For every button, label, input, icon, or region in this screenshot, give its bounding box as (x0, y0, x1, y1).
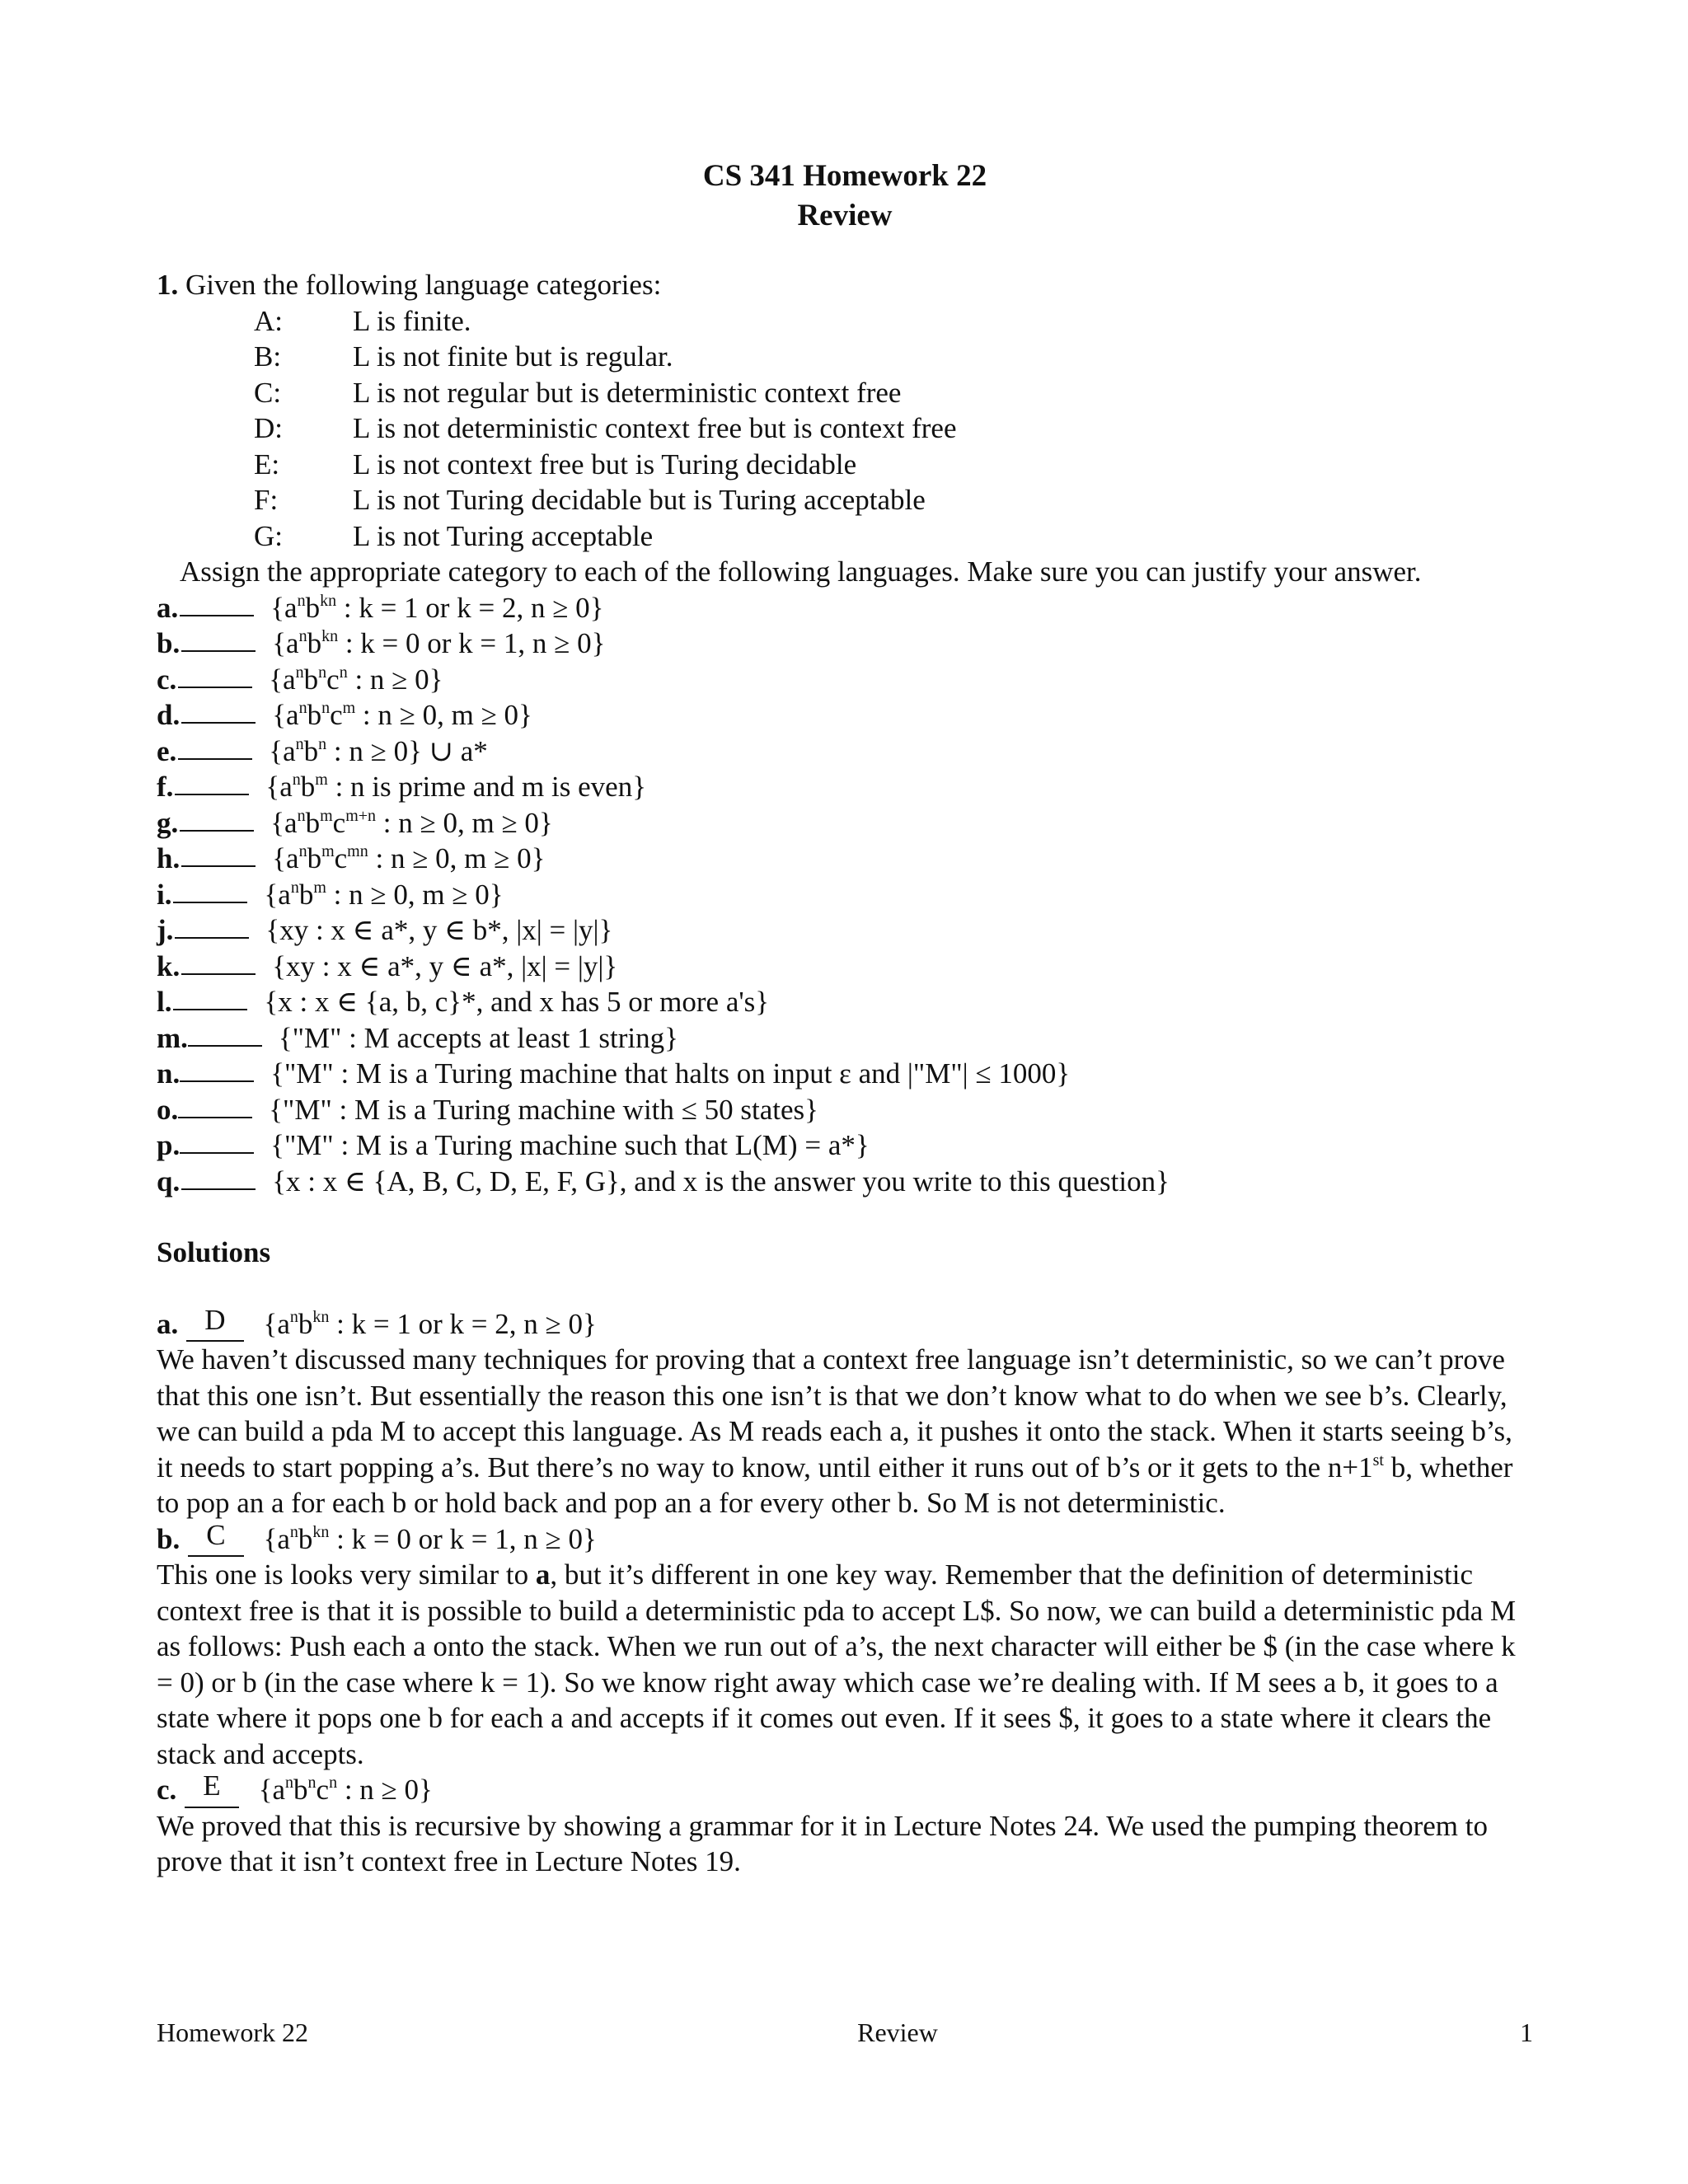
item-label: g. (157, 806, 179, 839)
solution-c (157, 1769, 1533, 1880)
solution-a-header (157, 1303, 1533, 1343)
item-label: c. (157, 663, 177, 696)
answer-blank[interactable] (181, 949, 256, 975)
answer-blank[interactable] (181, 841, 256, 867)
language-item-k (157, 949, 1533, 985)
category-letter: C: (254, 376, 282, 409)
item-label: m. (157, 1021, 188, 1054)
category-text: L is not finite but is regular. (353, 340, 673, 373)
item-label: i. (157, 878, 172, 911)
answer-blank[interactable] (173, 984, 247, 1010)
language-item-o (157, 1092, 1533, 1128)
language-item-b (157, 626, 1533, 662)
language-item-j (157, 912, 1533, 949)
language-item-a (157, 590, 1533, 626)
item-label: c. (157, 1774, 177, 1806)
item-expression: {$a^nb^nc^n$ : n ≥ 0} (258, 1774, 433, 1806)
answer-blank[interactable] (180, 1056, 254, 1082)
item-label: a. (157, 591, 179, 624)
language-item-d (157, 697, 1533, 733)
category-letter: B: (254, 340, 282, 373)
footer-center: Review (857, 2018, 938, 2047)
language-item-n (157, 1056, 1533, 1092)
item-expression: {"M" : M accepts at least 1 string} (278, 1021, 678, 1054)
solution-a-explanation: We haven’t discussed many techniques for proving that a context free language isn’t deterministic, so we can’t prove that this one isn’t. But essentially the reason this one isn’t is that we don’t know what to do when we see b’s. Clearly, we can build a pda M to accept this language. As M reads each a, it pushes it onto the stack. When it starts seeing b’s, it needs to start popping a’s. But there’s no way to know, until either it runs out of b’s or it gets to the n+1st b, whether to pop an a for each b or hold back and pop an a for every other b. So M is not deterministic. (157, 1343, 1513, 1519)
item-expression: {$a^nb^{kn}$ : k = 0 or k = 1, n ≥ 0} (272, 627, 606, 659)
answer-blank[interactable] (180, 1127, 254, 1154)
page-number: 1 (1520, 2018, 1533, 2047)
category-item (157, 303, 1533, 340)
category-text: L is not context free but is Turing decidable (353, 448, 857, 480)
language-item-c (157, 662, 1533, 698)
category-text: L is not deterministic context free but is context free (353, 412, 957, 444)
item-expression: {xy : x ∈ a*, y ∈ a*, |x| = |y|} (272, 949, 618, 982)
answer-blank[interactable] (178, 733, 252, 760)
category-letter: F: (254, 484, 279, 516)
answer-blank[interactable] (178, 1092, 252, 1118)
question-number: 1. (157, 269, 179, 301)
assign-instructions: Assign the appropriate category to each of the following languages. Make sure you can justify your answer. (180, 555, 1422, 588)
item-expression: {x : x ∈ {A, B, C, D, E, F, G}, and x is the answer you write to this question} (272, 1165, 1170, 1197)
item-label: q. (157, 1165, 181, 1197)
item-expression: {$a^nb^m$ : n is prime and m is even} (265, 771, 646, 803)
category-text: L is finite. (353, 304, 471, 337)
item-label: n. (157, 1057, 181, 1090)
solution-b (157, 1518, 1533, 1773)
category-letter: A: (254, 304, 283, 337)
solution-c-explanation: We proved that this is recursive by showing a grammar for it in Lecture Notes 24. We used the pumping theorem to prove that it isn’t context free in Lecture Notes 19. (157, 1809, 1488, 1877)
item-expression: {$a^nb^nc^n$ : n ≥ 0} (269, 663, 443, 696)
solution-a (157, 1303, 1533, 1521)
answer-blank[interactable] (181, 1164, 256, 1190)
language-item-l (157, 984, 1533, 1020)
answer-blank[interactable] (181, 697, 256, 724)
item-label: e. (157, 734, 177, 767)
category-item (157, 482, 1533, 518)
category-item (157, 518, 1533, 555)
category-letter: D: (254, 412, 283, 444)
category-text: L is not Turing acceptable (353, 519, 654, 552)
item-expression: {xy : x ∈ a*, y ∈ b*, |x| = |y|} (265, 914, 613, 946)
category-item (157, 447, 1533, 483)
language-item-m (157, 1020, 1533, 1057)
footer-left: Homework 22 (157, 2018, 308, 2047)
category-item (157, 339, 1533, 375)
item-expression: {$a^nb^{kn}$ : k = 1 or k = 2, n ≥ 0} (270, 591, 604, 624)
item-expression: {x : x ∈ {a, b, c}*, and x has 5 or more a's} (264, 986, 770, 1018)
category-list (157, 303, 1533, 555)
answer-blank[interactable] (178, 662, 252, 688)
language-item-q (157, 1164, 1533, 1200)
language-item-e (157, 733, 1533, 770)
page-title: CS 341 Homework 22 (702, 159, 987, 193)
item-expression: {$a^nb^{kn}$ : k = 0 or k = 1, n ≥ 0} (263, 1522, 597, 1555)
answer-blank[interactable] (175, 912, 249, 939)
language-item-h (157, 841, 1533, 877)
item-expression: {"M" : M is a Turing machine that halts on input ε and |"M"| ≤ 1000} (270, 1057, 1071, 1090)
item-label: j. (157, 914, 174, 946)
category-letter: E: (254, 448, 280, 480)
answer-blank[interactable] (181, 626, 256, 652)
answer-blank[interactable] (175, 769, 249, 795)
solution-c-header (157, 1769, 1533, 1808)
item-label: k. (157, 949, 181, 982)
item-label: o. (157, 1093, 179, 1126)
language-item-f (157, 769, 1533, 805)
category-item (157, 375, 1533, 411)
item-expression: {$a^nb^n$ : n ≥ 0} ∪ a* (269, 734, 488, 767)
solution-b-header (157, 1518, 1533, 1558)
question-intro-text: Given the following language categories: (185, 269, 662, 301)
solution-answer: D (186, 1306, 243, 1343)
answer-blank[interactable] (180, 590, 254, 616)
solution-answer: E (185, 1772, 238, 1808)
item-expression: {$a^nb^mc^{mn}$ : n ≥ 0, m ≥ 0} (272, 842, 546, 874)
item-label: d. (157, 699, 181, 731)
item-label: l. (157, 986, 172, 1018)
item-label: b. (157, 627, 181, 659)
item-label: h. (157, 842, 181, 874)
solution-answer: C (188, 1521, 243, 1558)
item-label: f. (157, 771, 174, 803)
item-expression: {$a^nb^nc^m$ : n ≥ 0, m ≥ 0} (272, 699, 532, 731)
category-text: L is not regular but is deterministic context free (353, 376, 902, 409)
page-subtitle: Review (797, 199, 893, 232)
item-label: b. (157, 1522, 181, 1555)
item-expression: {"M" : M is a Turing machine such that L(M) = a*} (270, 1129, 870, 1161)
answer-blank[interactable] (173, 877, 247, 903)
answer-blank[interactable] (188, 1020, 262, 1047)
language-item-p (157, 1127, 1533, 1164)
question-1-intro (157, 267, 1533, 303)
language-item-g (157, 805, 1533, 841)
solutions-heading: Solutions (157, 1236, 271, 1268)
page-content (157, 157, 1533, 1880)
item-expression: {$a^nb^mc^{m+n}$ : n ≥ 0, m ≥ 0} (270, 806, 553, 839)
solution-b-explanation: This one is looks very similar to a, but it’s different in one key way. Remember that the definition of deterministic context free is that it is possible to build a deterministic pda to accept L$. So now, we can build a deterministic pda M as follows: Push each a onto the stack. When we run out of a’s, the next character will either be $ (in the case where k = 0) or b (in the case where k = 1). So we know right away which case we’re dealing with. If M sees a b, it goes to a state where it pops one b for each a and accepts if it comes out even. If it sees $, it goes to a state where it clears the stack and accepts. (157, 1558, 1517, 1770)
category-item (157, 410, 1533, 447)
language-list (157, 590, 1533, 1200)
item-label: p. (157, 1129, 181, 1161)
language-item-i (157, 877, 1533, 913)
category-text: L is not Turing decidable but is Turing acceptable (353, 484, 926, 516)
item-expression: {"M" : M is a Turing machine with ≤ 50 states} (269, 1093, 818, 1126)
item-expression: {$a^nb^m$ : n ≥ 0, m ≥ 0} (264, 878, 504, 911)
item-expression: {$a^nb^{kn}$ : k = 1 or k = 2, n ≥ 0} (263, 1307, 597, 1340)
category-letter: G: (254, 519, 283, 552)
item-label: a. (157, 1307, 179, 1340)
answer-blank[interactable] (180, 805, 254, 832)
page-footer (157, 2018, 1533, 2048)
